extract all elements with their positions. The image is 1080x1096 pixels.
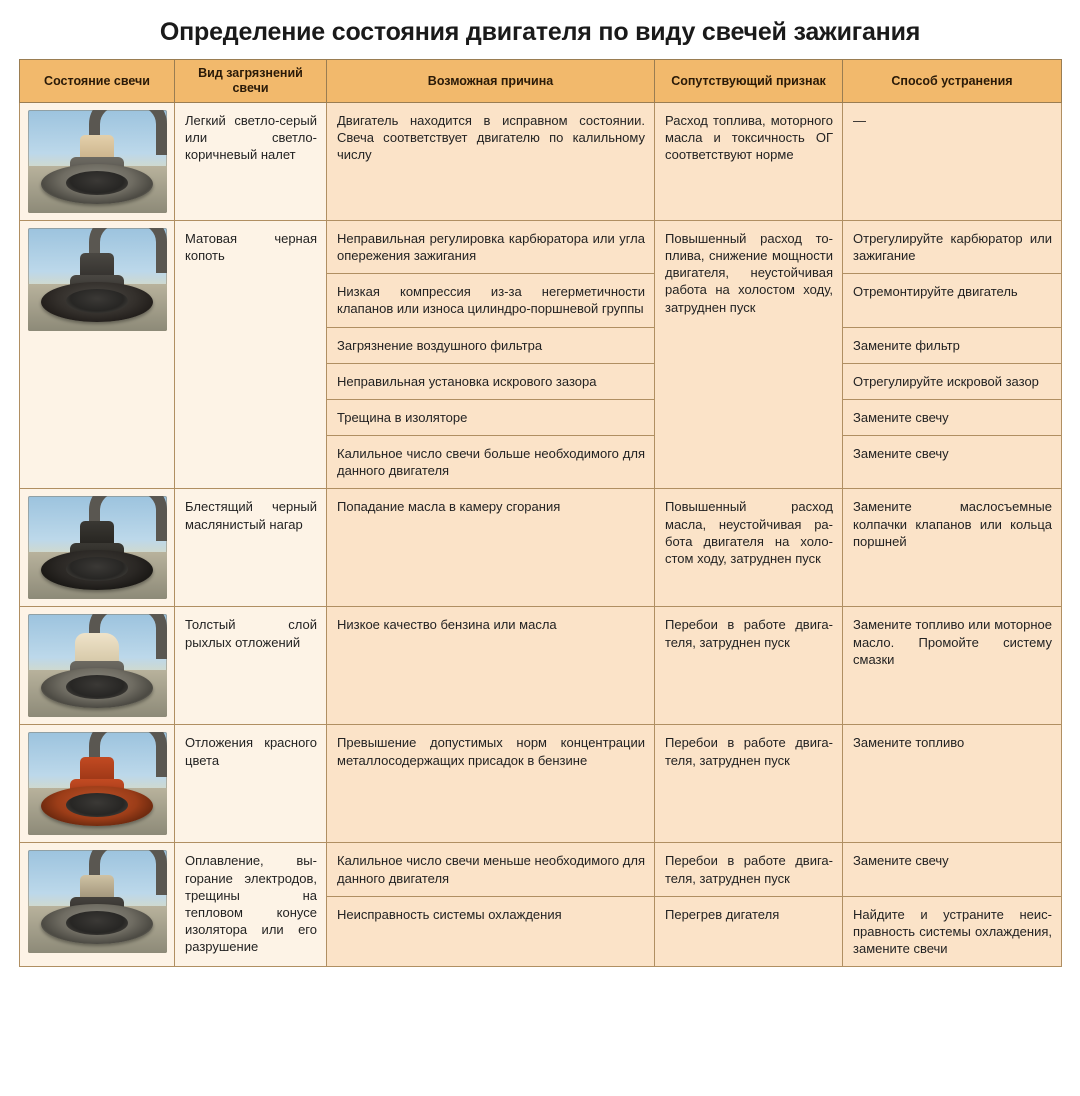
spark-plug-photo-cell (20, 103, 175, 221)
deposit-type-cell: Толстый слой рыхлых отложений (175, 607, 327, 725)
table-row (20, 103, 1062, 221)
table-header (20, 60, 1062, 103)
column-header-state: Состояние свечи (20, 60, 175, 103)
spark-plug-photo-melted-electrodes (28, 850, 167, 953)
remedy-cell: Замените фильтр (843, 327, 1062, 363)
deposit-type-cell: Блестящий черный маслянистый нагар (175, 489, 327, 607)
remedy-cell: Найдите и устраните неисправность системы охлаждения, замените свечи (843, 896, 1062, 966)
spark-plug-photo-cell (20, 489, 175, 607)
accompanying-symptom-cell: Расход топлива, моторного масла и токсичность ОГ соответствуют норме (655, 103, 843, 221)
spark-plug-photo-glossy-black-oily (28, 496, 167, 599)
spark-plug-photo-cell (20, 221, 175, 489)
table-header-row (20, 60, 1062, 103)
accompanying-symptom-cell: Перебои в работе двигателя, затруднен пуск (655, 843, 843, 896)
table-row (20, 725, 1062, 843)
possible-cause-cell: Неправильная установка искрового зазора (327, 363, 655, 399)
table-row (20, 843, 1062, 896)
accompanying-symptom-cell: Повышенный расход топлива, снижение мощности двигателя, неустойчивая работа на холостом ходу, затруднен пуск (655, 221, 843, 489)
accompanying-symptom-cell: Перегрев дигателя (655, 896, 843, 966)
deposit-type-cell: Отложения красного цвета (175, 725, 327, 843)
possible-cause-cell: Неисправность системы охлаждения (327, 896, 655, 966)
spark-plug-photo-matte-black-soot (28, 228, 167, 331)
deposit-type-cell: Оплавление, выгорание электродов, трещины на тепловом конусе изолятора или его разрушение (175, 843, 327, 967)
plug-washer-inner-icon (66, 171, 128, 195)
possible-cause-cell: Калильное число свечи меньше необходимого для данного двигателя (327, 843, 655, 896)
possible-cause-cell: Двигатель находится в исправном состоянии. Свеча соответствует двигателю по калильному числу (327, 103, 655, 221)
table-body (20, 103, 1062, 967)
spark-plug-photo-cell (20, 725, 175, 843)
remedy-cell: Замените свечу (843, 436, 1062, 489)
possible-cause-cell: Неправильная регулировка карбюратора или угла опережения зажигания (327, 221, 655, 274)
accompanying-symptom-cell: Повышенный расход масла, неустойчивая работа двигателя на холостом ходу, затруднен пуск (655, 489, 843, 607)
remedy-cell: Отрегулируйте искровой зазор (843, 363, 1062, 399)
table-row (20, 221, 1062, 274)
remedy-cell: Замените топливо или моторное масло. Промойте систему смазки (843, 607, 1062, 725)
accompanying-symptom-cell: Перебои в работе двигателя, затруднен пуск (655, 725, 843, 843)
table-row (20, 489, 1062, 607)
spark-plug-photo-cell (20, 607, 175, 725)
column-header-deposit: Вид загрязнений свечи (175, 60, 327, 103)
possible-cause-cell: Загрязнение воздушного фильтра (327, 327, 655, 363)
accompanying-symptom-cell: Перебои в работе двигателя, затруднен пуск (655, 607, 843, 725)
spark-plug-photo-red-deposits (28, 732, 167, 835)
remedy-cell: Замените свечу (843, 843, 1062, 896)
possible-cause-cell: Превышение допустимых норм концентрации металлосодержащих присадок в бензине (327, 725, 655, 843)
spark-plug-diagnosis-table (19, 59, 1062, 967)
remedy-cell: Замените маслосъемные колпачки клапанов или кольца поршней (843, 489, 1062, 607)
remedy-cell: — (843, 103, 1062, 221)
column-header-symptom: Сопутствующий признак (655, 60, 843, 103)
column-header-cause: Возможная причина (327, 60, 655, 103)
spark-plug-photo-thick-loose-deposits (28, 614, 167, 717)
deposit-type-cell: Легкий светло-серый или светло-коричневый налет (175, 103, 327, 221)
remedy-cell: Отремонтируйте двигатель (843, 274, 1062, 327)
remedy-cell: Замените свечу (843, 399, 1062, 435)
possible-cause-cell: Низкое качество бензина или масла (327, 607, 655, 725)
page-title: Определение состояния двигателя по виду свечей зажигания (159, 18, 921, 46)
remedy-cell: Отрегулируйте карбюратор или зажигание (843, 221, 1062, 274)
column-header-fix: Способ устранения (843, 60, 1062, 103)
possible-cause-cell: Низкая компрессия из-за негерметичности клапанов или износа цилиндро-поршневой группы (327, 274, 655, 327)
spark-plug-photo-light-grey-deposit (28, 110, 167, 213)
table-row (20, 607, 1062, 725)
possible-cause-cell: Трещина в изоляторе (327, 399, 655, 435)
possible-cause-cell: Калильное число свечи больше необходимого для данного двигателя (327, 436, 655, 489)
possible-cause-cell: Попадание масла в камеру сгорания (327, 489, 655, 607)
remedy-cell: Замените топливо (843, 725, 1062, 843)
deposit-type-cell: Матовая черная копоть (175, 221, 327, 489)
plug-washer-inner-icon (66, 289, 128, 313)
spark-plug-photo-cell (20, 843, 175, 967)
